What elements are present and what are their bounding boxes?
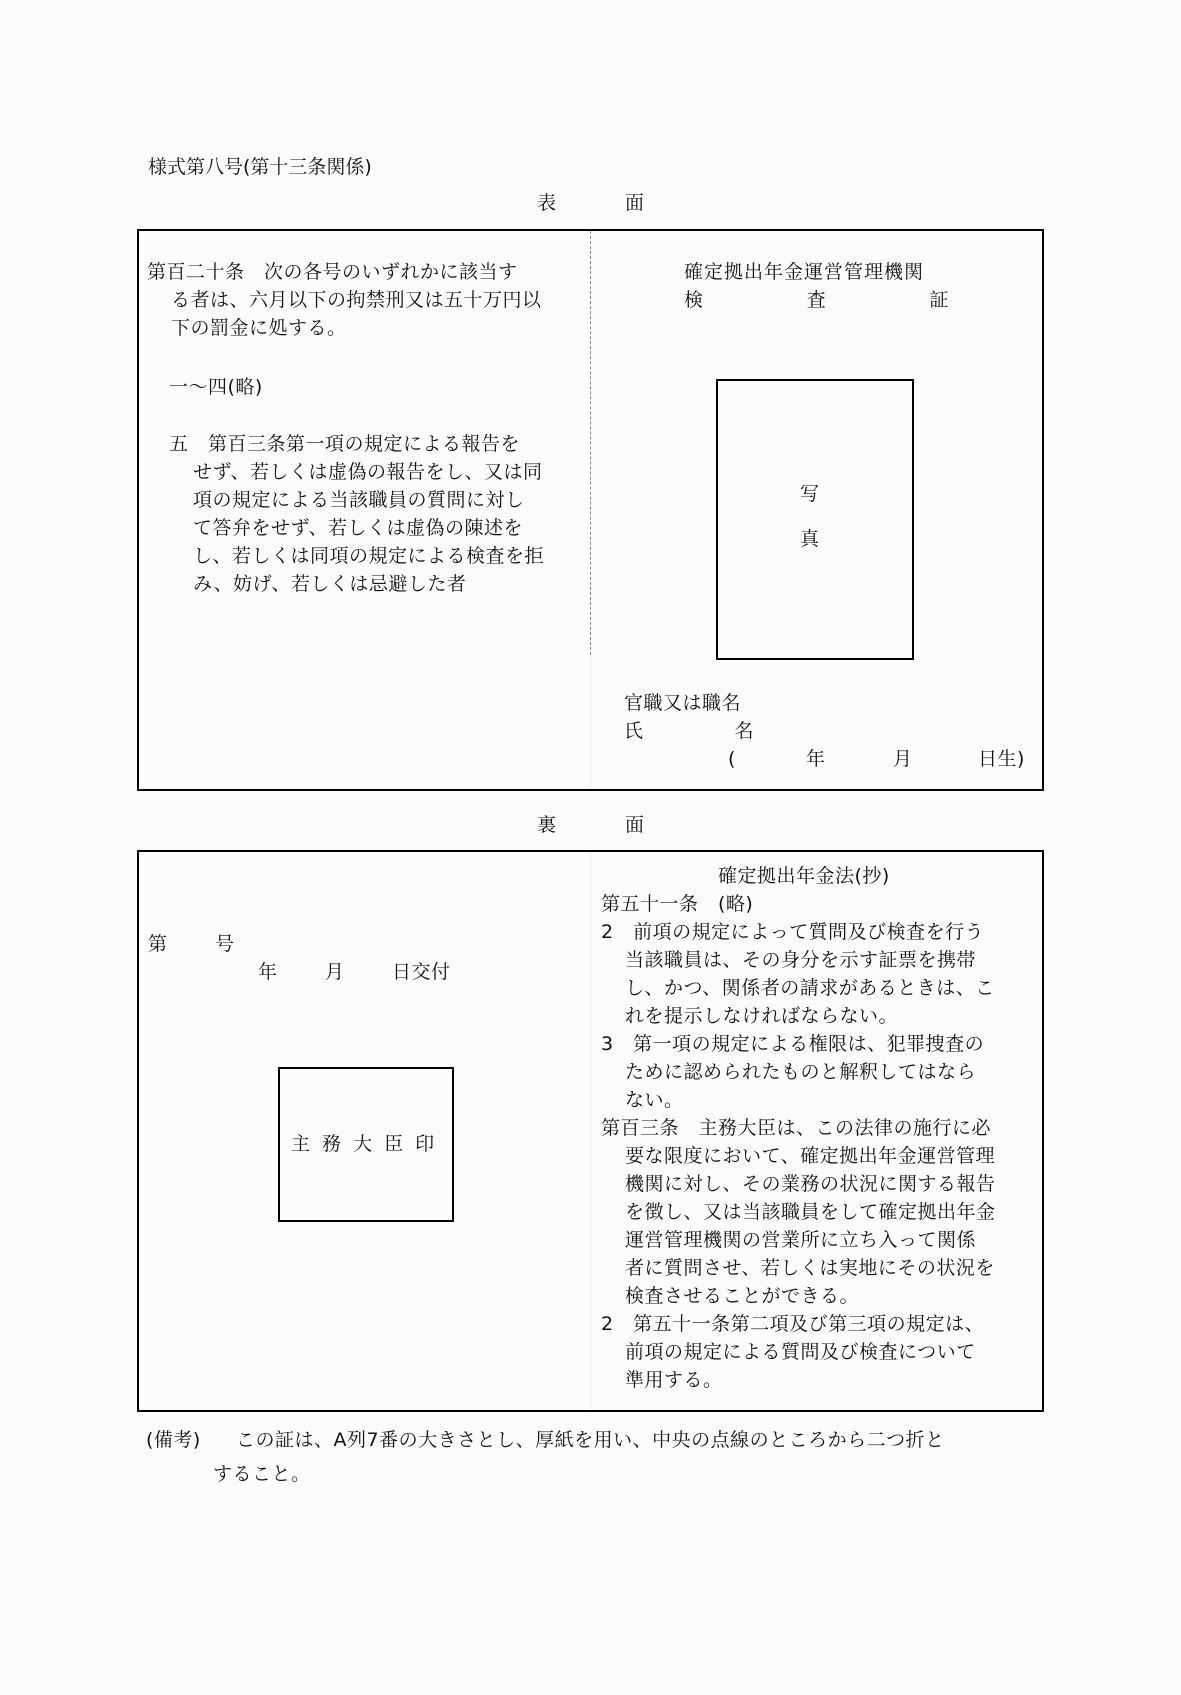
- back-label-right: 面: [625, 814, 645, 836]
- name-label: [624, 717, 754, 745]
- law-line: 前項の規定による質問及び検査について: [625, 1341, 976, 1363]
- item-line: て答弁をせず、若しくは虚偽の陳述を: [193, 517, 523, 539]
- front-label-left: 表: [537, 192, 557, 214]
- issue-year: 年: [258, 961, 278, 983]
- number-prefix: 第: [148, 933, 168, 955]
- number-suffix: 号: [215, 933, 235, 955]
- law-line: ない。: [625, 1089, 684, 1111]
- photo-box: [716, 379, 914, 660]
- fold-line-dotted: [590, 231, 591, 655]
- item-five: [169, 430, 544, 598]
- law-line: 要な限度において、確定拠出年金運営管理: [625, 1145, 996, 1167]
- law-title: 確定拠出年金法(抄): [718, 865, 890, 887]
- item-line: 項の規定による当該職員の質問に対し: [193, 489, 525, 511]
- law-line: し、かつ、関係者の請求があるときは、こ: [625, 977, 995, 999]
- remarks-line-1: この証は、A列7番の大きさとし、厚紙を用い、中央の点線のところから二つ折と: [236, 1429, 945, 1451]
- birth-day: 日生): [978, 748, 1025, 770]
- law-line: 第百三条 主務大臣は、この法律の施行に必: [601, 1117, 992, 1139]
- birth-open: (: [728, 748, 736, 770]
- law-line: 者に質問させ、若しくは実地にその状況を: [625, 1257, 995, 1279]
- law-line: ために認められたものと解釈してはなら: [625, 1061, 977, 1083]
- birth-year: 年: [806, 748, 826, 770]
- law-line: 準用する。: [625, 1369, 723, 1391]
- item-line: 五 第百三条第一項の規定による報告を: [169, 433, 521, 455]
- article-line: る者は、六月以下の拘禁刑又は五十万円以: [171, 289, 542, 311]
- cert-title-char: 査: [806, 289, 827, 311]
- cert-title-char: 検: [684, 289, 704, 311]
- penalty-article: [147, 258, 542, 342]
- birth-month: 月: [893, 748, 913, 770]
- cert-title: [684, 286, 949, 314]
- item-line: し、若しくは同項の規定による検査を拒: [193, 545, 545, 567]
- law-line: 運営管理機関の営業所に立ち入って関係: [625, 1229, 977, 1251]
- item-line: せず、若しくは虚偽の報告をし、又は同: [193, 461, 543, 483]
- back-divider-faint: [590, 852, 591, 1410]
- photo-label-char: 真: [800, 528, 820, 550]
- article-line: 第百二十条 次の各号のいずれかに該当す: [147, 261, 518, 283]
- law-line: 第五十一条 (略): [601, 893, 754, 915]
- issue-day: 日交付: [392, 961, 451, 983]
- article-line: 下の罰金に処する。: [171, 317, 347, 339]
- photo-label-char: 写: [800, 483, 820, 505]
- form-title: 様式第八号(第十三条関係): [148, 156, 372, 178]
- issue-month: 月: [325, 961, 345, 983]
- item-line: み、妨げ、若しくは忌避した者: [193, 573, 467, 595]
- front-label-right: 面: [625, 192, 645, 214]
- name-label-char: 氏: [624, 720, 644, 742]
- law-line: れを提示しなければならない。: [625, 1005, 899, 1027]
- org-name: 確定拠出年金運営管理機関: [684, 261, 925, 283]
- law-line: 機関に対し、その業務の状況に関する報告: [625, 1173, 996, 1195]
- law-line: 当該職員は、その身分を示す証票を携帯: [625, 949, 977, 971]
- name-label-char: 名: [734, 720, 754, 742]
- law-line: 3 第一項の規定による権限は、犯罪捜査の: [601, 1033, 985, 1055]
- front-divider-faint: [590, 655, 591, 789]
- law-line: 2 前項の規定によって質問及び検査を行う: [601, 921, 985, 943]
- back-label-left: 裏: [537, 814, 557, 836]
- law-line: 2 第五十一条第二項及び第三項の規定は、: [601, 1313, 985, 1335]
- law-line: 検査させることができる。: [625, 1285, 860, 1307]
- remarks-line-2: すること。: [213, 1463, 311, 1485]
- items-omitted: 一〜四(略): [169, 376, 263, 398]
- seal-text: 主 務 大 臣 印: [291, 1133, 438, 1155]
- position-label: 官職又は職名: [624, 692, 742, 714]
- law-excerpt: [601, 890, 996, 1394]
- remarks-label: (備考): [146, 1429, 201, 1451]
- law-line: を徴し、又は当該職員をして確定拠出年金: [625, 1201, 996, 1223]
- cert-title-char: 証: [929, 289, 949, 311]
